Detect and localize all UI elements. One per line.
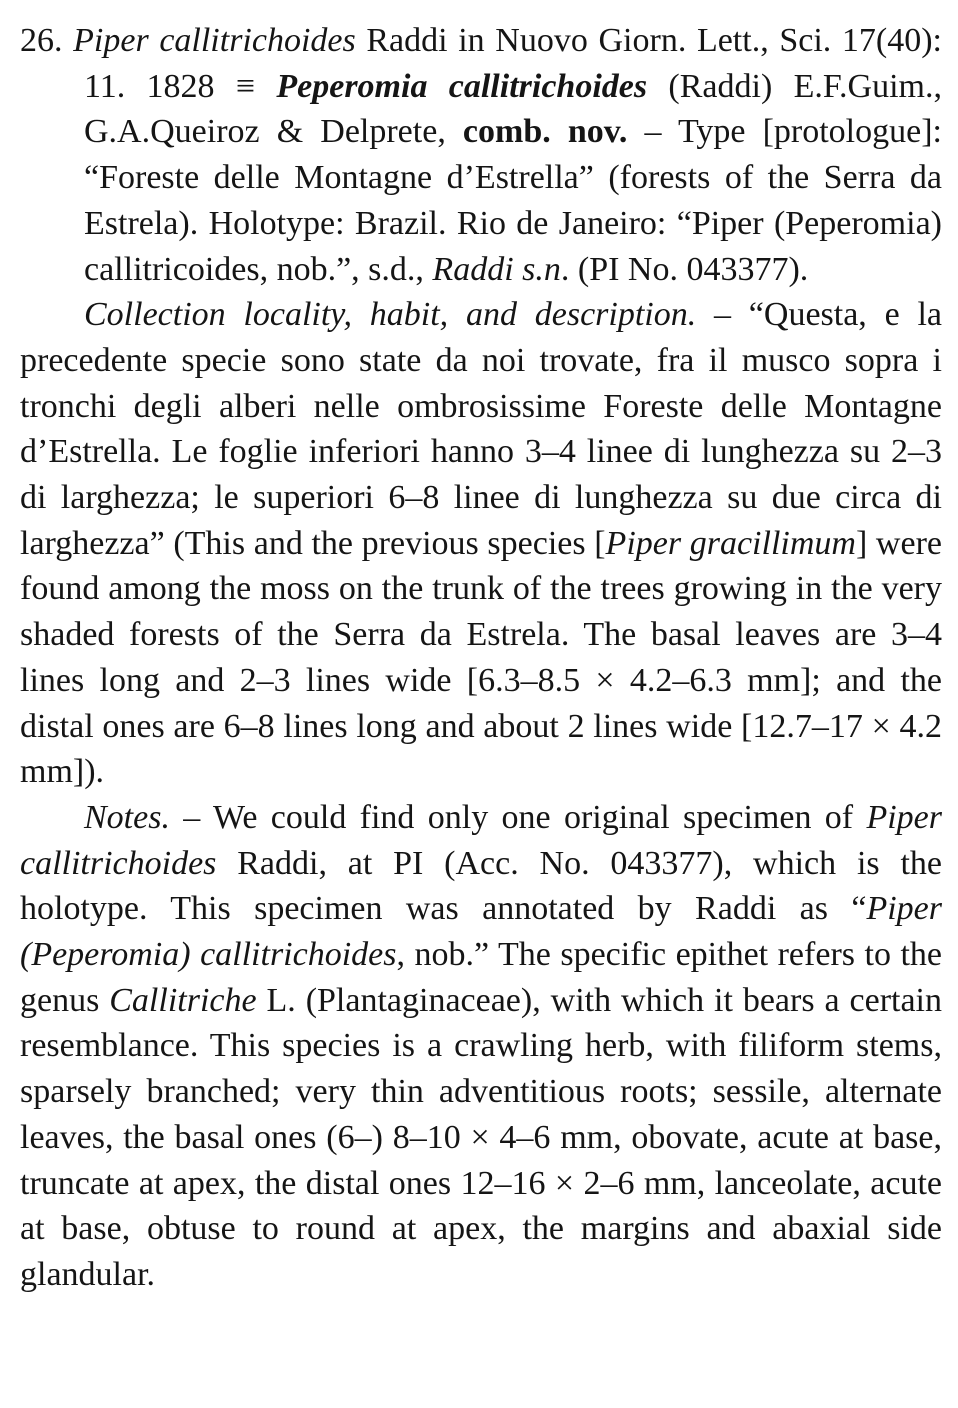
collection-text-2: ] were found among the moss on the trunk of the trees growing in the very shaded forests of the Serra da Estrela. The basal leaves are 3–4 lines long and 2–3 lines wide [6.3–8.5 × 4.2–6.3 mm]; and the distal ones are 6–8 lines long and about 2 lines wide [12.7–17 × 4.2 mm]).	[20, 524, 942, 791]
notes-heading: Notes.	[84, 798, 170, 836]
notes-genus: Callitriche	[109, 981, 257, 1019]
nomenclatural-status: comb. nov.	[462, 113, 628, 151]
notes-paragraph	[20, 795, 942, 1298]
notes-text-4: L. (Plantaginaceae), with which it bears a certain resemblance. This species is a crawling herb, with filiform stems, sparsely branched; very thin adventitious roots; sessile, alternate leaves, the basal ones (6–) 8–10 × 4–6 mm, obovate, acute at base, truncate at apex, the distal ones 12–16 × 2–6 mm, lanceolate, acute at base, obtuse to round at apex, the margins and abaxial side glandular.	[20, 981, 942, 1293]
collection-species: Piper gracillimum	[605, 524, 856, 562]
collection-paragraph	[20, 292, 942, 795]
notes-name-2: Piper (Peperomia) callitrichoides	[20, 890, 942, 974]
basionym-name: Piper callitrichoides	[73, 22, 356, 59]
notes-text-2: Raddi, at PI (Acc. No. 043377), which is the holotype. This specimen was annotated by Raddi as “	[20, 844, 942, 928]
type-citation: – Type [protologue]: “Foreste delle Montagne d’Estrella” (forests of the Serra da Estrela). Holotype: Brazil. Rio de Janeiro: “Piper (Peperomia) callitricoides, nob.”, s.d.,	[84, 113, 942, 288]
collection-text-1: – “Questa, e la precedente specie sono state da noi trovate, fra il musco sopra i tronchi degli alberi nelle ombrosissime Foreste delle Montagne d’Estrella. Le foglie inferiori hanno 3–4 linee di lunghezza su 2–3 di larghezza; le superiori 6–8 linee di lunghezza su due circa di larghezza” (This and the previous species [	[20, 296, 942, 562]
notes-name-1: Piper callitrichoides	[20, 798, 942, 882]
new-combination-authors: (Raddi) E.F.Guim., G.A.Queiroz & Delprete,	[84, 67, 942, 151]
collection-heading: Collection locality, habit, and description.	[84, 296, 697, 334]
new-combination-name: Peperomia callitrichoides	[276, 67, 648, 105]
taxon-entry	[20, 18, 942, 292]
entry-number: 26.	[20, 22, 63, 59]
notes-text-3: , nob.” The specific epithet refers to the genus	[20, 936, 942, 1019]
collector: Raddi s.n	[432, 250, 561, 288]
basionym-citation: Raddi in Nuovo Giorn. Lett., Sci. 17(40): 11. 1828 ≡	[84, 22, 943, 105]
notes-text-1: – We could find only one original specimen of	[169, 798, 867, 836]
type-citation-end: . (PI No. 043377).	[560, 250, 809, 288]
